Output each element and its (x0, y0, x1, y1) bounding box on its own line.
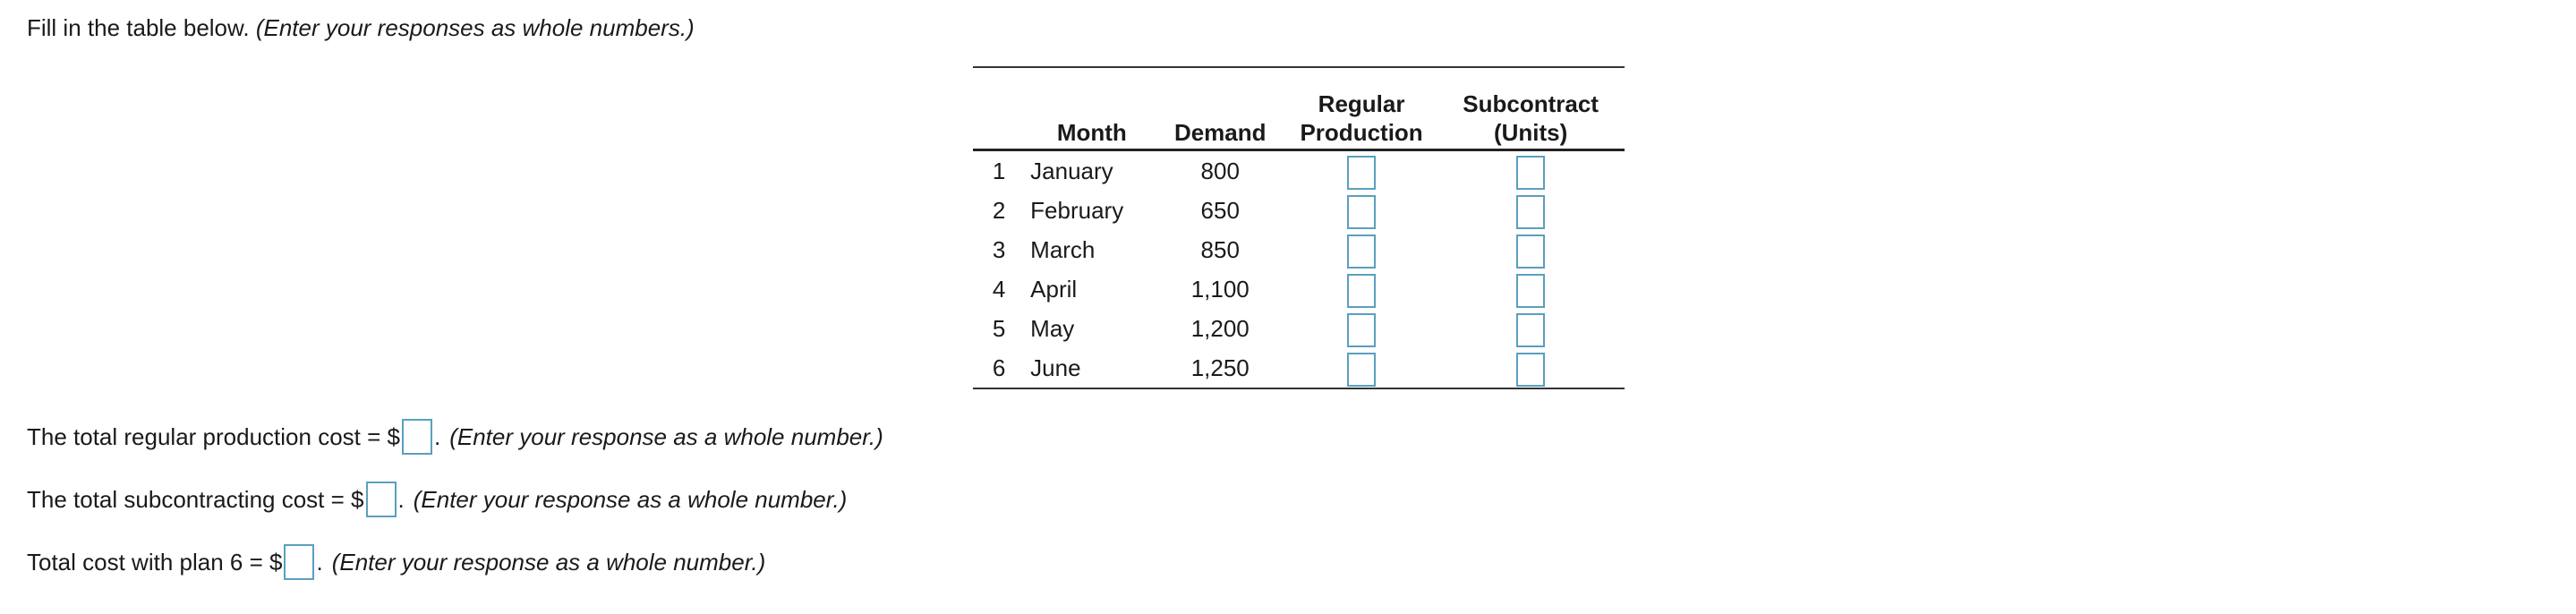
regular-production-cell (1286, 348, 1437, 388)
regular-production-input[interactable] (1347, 313, 1376, 347)
regular-production-cost-input[interactable] (402, 419, 432, 455)
row-number: 3 (992, 236, 1006, 263)
question-hint: (Enter your response as a whole number.) (413, 486, 848, 513)
month-cell: May (1030, 315, 1075, 342)
header-row-number (973, 67, 1025, 150)
regular-production-cell (1286, 150, 1437, 192)
regular-production-input[interactable] (1347, 235, 1376, 269)
month-cell: April (1030, 276, 1078, 303)
header-subcontract-line2: (Units) (1493, 119, 1568, 146)
table-row (973, 191, 1625, 230)
production-plan-table (973, 66, 1625, 389)
month-cell: June (1030, 354, 1081, 381)
subcontract-input[interactable] (1516, 274, 1545, 308)
total-cost-plan-input[interactable] (284, 544, 314, 580)
instruction (27, 13, 695, 43)
subcontract-cell (1437, 230, 1625, 269)
row-number: 6 (992, 354, 1006, 381)
question-subcontracting-cost (27, 482, 847, 517)
subcontract-cell (1437, 348, 1625, 388)
regular-production-input[interactable] (1347, 195, 1376, 229)
header-demand: Demand (1155, 67, 1286, 150)
regular-production-input[interactable] (1347, 274, 1376, 308)
question-hint: (Enter your response as a whole number.) (449, 423, 883, 450)
month-cell: March (1030, 236, 1096, 263)
subcontract-input[interactable] (1516, 195, 1545, 229)
demand-cell: 1,100 (1190, 276, 1250, 303)
subcontract-cell (1437, 309, 1625, 348)
question-label: The total subcontracting cost = $ (27, 486, 364, 513)
regular-production-input[interactable] (1347, 156, 1376, 190)
question-hint: (Enter your response as a whole number.) (331, 549, 766, 576)
header-month: Month (1025, 67, 1154, 150)
header-regular-line1: Regular (1318, 90, 1405, 117)
row-number: 2 (992, 197, 1006, 224)
demand-cell: 1,250 (1190, 354, 1250, 381)
question-total-cost-plan (27, 544, 765, 580)
table-row (973, 230, 1625, 269)
subcontract-cell (1437, 150, 1625, 192)
row-number: 1 (992, 158, 1006, 184)
demand-cell: 650 (1200, 197, 1240, 224)
demand-cell: 850 (1200, 236, 1240, 263)
instruction-text: Fill in the table below. (27, 14, 250, 41)
table-row (973, 348, 1625, 388)
regular-production-input[interactable] (1347, 353, 1376, 387)
regular-production-cell (1286, 191, 1437, 230)
header-subcontract-line1: Subcontract (1463, 90, 1599, 117)
subcontract-cell (1437, 269, 1625, 309)
demand-cell: 800 (1200, 158, 1240, 184)
question-label: The total regular production cost = $ (27, 423, 400, 450)
subcontract-input[interactable] (1516, 156, 1545, 190)
table-row (973, 269, 1625, 309)
question-suffix: . (316, 549, 323, 576)
table-row (973, 309, 1625, 348)
table-row (973, 150, 1625, 192)
subcontract-cell (1437, 191, 1625, 230)
row-number: 5 (992, 315, 1006, 342)
regular-production-cell (1286, 269, 1437, 309)
regular-production-cell (1286, 309, 1437, 348)
question-label: Total cost with plan 6 = $ (27, 549, 283, 576)
month-cell: February (1030, 197, 1124, 224)
header-subcontract-units (1437, 67, 1625, 150)
instruction-hint: (Enter your responses as whole numbers.) (255, 14, 695, 41)
subcontract-input[interactable] (1516, 235, 1545, 269)
header-regular-line2: Production (1300, 119, 1423, 146)
question-suffix: . (397, 486, 405, 513)
regular-production-cell (1286, 230, 1437, 269)
subcontract-input[interactable] (1516, 313, 1545, 347)
demand-cell: 1,200 (1190, 315, 1250, 342)
table-header-row (973, 67, 1625, 150)
question-suffix: . (433, 423, 441, 450)
subcontracting-cost-input[interactable] (366, 482, 397, 517)
row-number: 4 (992, 276, 1006, 303)
header-regular-production (1286, 67, 1437, 150)
subcontract-input[interactable] (1516, 353, 1545, 387)
question-regular-production-cost (27, 419, 883, 455)
month-cell: January (1030, 158, 1113, 184)
